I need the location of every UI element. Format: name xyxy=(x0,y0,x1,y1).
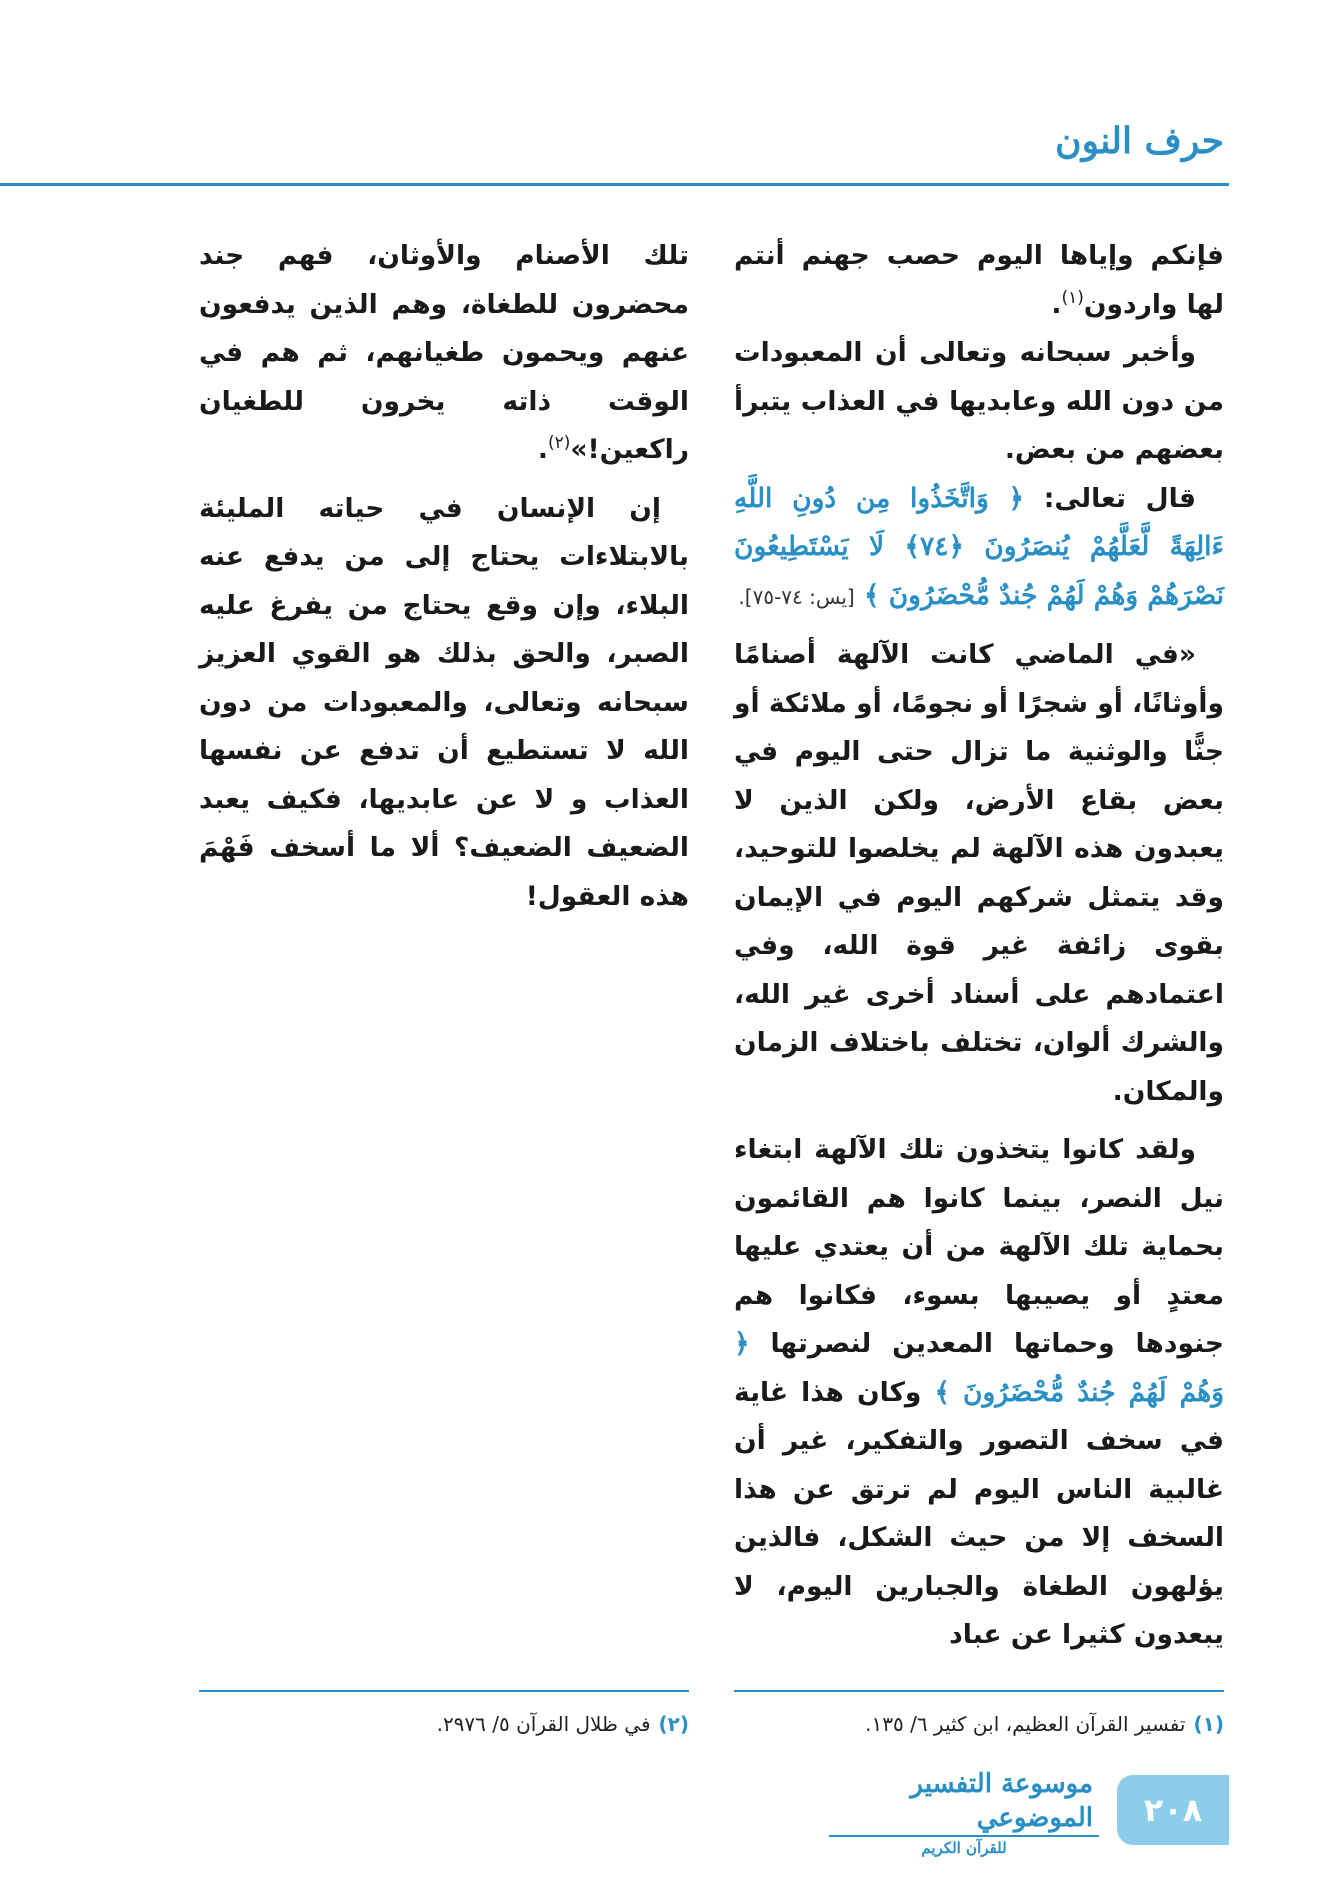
left-column xyxy=(199,232,689,921)
footnote-number: (١) xyxy=(1193,1712,1224,1736)
footnote xyxy=(199,1712,689,1736)
page-number: ٢٠٨ xyxy=(1117,1775,1229,1845)
paragraph-text: فإنكم وإياها اليوم حصب جهنم أنتم لها واردون xyxy=(734,240,1224,320)
right-column xyxy=(734,232,1224,1660)
footnote-marker[interactable]: (٢) xyxy=(548,433,571,454)
logo-title: موسوعة التفسير الموضوعي xyxy=(829,1767,1099,1837)
paragraph xyxy=(734,1126,1224,1660)
punctuation: . xyxy=(537,434,548,465)
paragraph xyxy=(734,232,1224,329)
paragraph xyxy=(199,232,689,475)
paragraph-text: تلك الأصنام والأوثان، فهم جند محضرون للطغاة، وهم الذين يدفعون عنهم ويحمون طغيانهم، ثم هم في الوقت ذاته يخرون للطغيان راكعين!» xyxy=(199,240,689,465)
footnote-text: في ظلال القرآن ٥/ ٢٩٧٦. xyxy=(436,1712,651,1736)
footnote-divider xyxy=(199,1690,689,1692)
footnote-number: (٢) xyxy=(658,1712,689,1736)
punctuation: . xyxy=(1051,288,1062,320)
paragraph: إن الإنسان في حياته المليئة بالابتلاءات يحتاج إلى من يدفع عنه البلاء، وإن وقع يحتاج من يفرغ عليه الصبر، والحق بذلك هو القوي العزيز سبحانه وتعالى، والمعبودات من دون الله لا تستطيع أن تدفع عن نفسها العذاب و لا عن عابديها، فكيف يعبد الضعيف الضعيف؟ ألا ما أسخف فَهْمَ هذه العقول! xyxy=(199,492,689,912)
paragraph: وأخبر سبحانه وتعالى أن المعبودات من دون الله وعابديها في العذاب يتبرأ بعضهم من بعض. xyxy=(734,337,1224,465)
quran-quote-paragraph xyxy=(734,475,1224,622)
paragraph: «في الماضي كانت الآلهة أصنامًا وأوثانًا، أو شجرًا أو نجومًا، أو ملائكة أو جنًّا والوثنية ما تزال حتى اليوم في بعض بقاع الأرض، ولكن الذين لا يعبدون هذه الآلهة لم يخلصوا للتوحيد، وقد يتمثل شركهم اليوم في الإيمان بقوى زائفة غير قوة الله، وفي اعتمادهم على أسناد أخرى غير الله، والشرك ألوان، تختلف باختلاف الزمان والمكان. xyxy=(734,639,1224,1107)
quran-verse: ﴿ وَاتَّخَذُوا مِن دُونِ اللَّهِ ءَالِهَةً لَّعَلَّهُمْ يُنصَرُونَ ﴿٧٤﴾ لَا يَسْتَطِيعُونَ نَصْرَهُمْ وَهُمْ لَهُمْ جُندٌ مُّحْضَرُونَ ﴾ xyxy=(734,482,1224,611)
footnote-text: تفسير القرآن العظيم، ابن كثير ٦/ ١٣٥. xyxy=(865,1712,1186,1736)
paragraph-text: ولقد كانوا يتخذون تلك الآلهة ابتغاء نيل النصر، بينما كانوا هم القائمون بحماية تلك الآلهة من أن يعتدي عليها معتدٍ أو يصيبها بسوء، فكانوا هم جنودها وحماتها المعدين لنصرتها xyxy=(734,1134,1225,1359)
footnote-divider xyxy=(734,1690,1224,1692)
logo-subtitle: للقرآن الكريم xyxy=(921,1839,1007,1857)
encyclopedia-logo xyxy=(829,1769,1099,1857)
footnote-marker[interactable]: (١) xyxy=(1061,287,1084,308)
footnote xyxy=(734,1712,1224,1736)
quran-verse: ﴿ وَهُمْ لَهُمْ جُندٌ مُّحْضَرُونَ ﴾ xyxy=(734,1328,1224,1408)
paragraph-text: وكان هذا غاية في سخف التصور والتفكير، غير أن غالبية الناس اليوم لم ترتق عن هذا السخف إلا من حيث الشكل، فالذين يؤلهون الطغاة والجبارين اليوم، لا يبعدون كثيرا عن عباد xyxy=(734,1376,1224,1650)
quote-lead: قال تعالى: xyxy=(1043,482,1196,514)
verse-reference: [يس: ٧٤-٧٥]. xyxy=(738,584,855,609)
section-title: حرف النون xyxy=(1055,120,1224,162)
header-divider xyxy=(0,183,1229,186)
